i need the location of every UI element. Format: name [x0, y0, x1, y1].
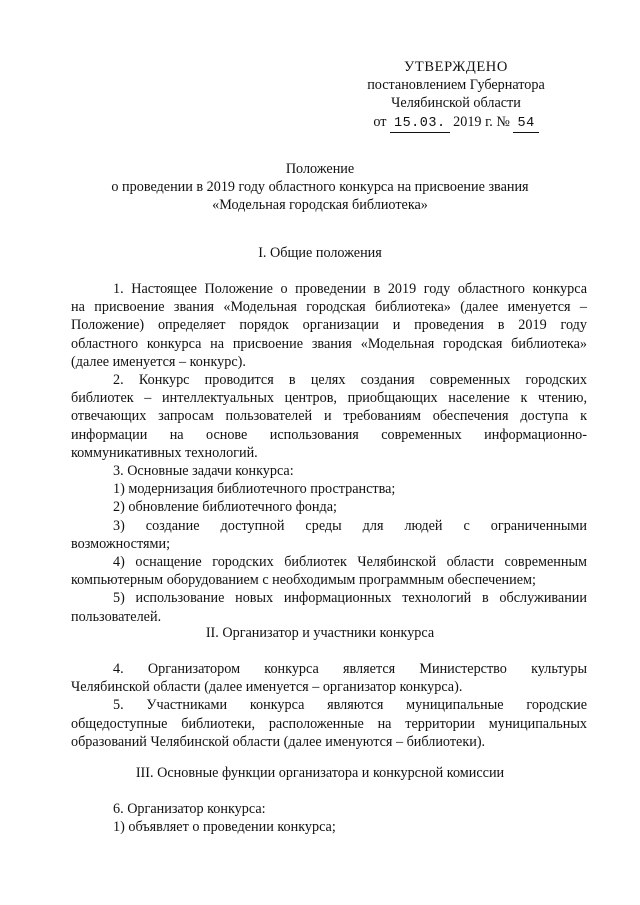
paragraph-2-line: коммуникативных технологий.: [71, 444, 258, 461]
paragraph-6: 6. Организатор конкурса:: [113, 801, 266, 817]
task-item: 5) использование новых информационных технологий в обслуживании: [113, 590, 587, 607]
approval-date-line: [336, 113, 576, 133]
paragraph-3: 3. Основные задачи конкурса:: [113, 463, 294, 480]
paragraph-4-line: 4. Организатором конкурса является Министерство культуры: [113, 661, 587, 677]
task-item: 2) обновление библиотечного фонда;: [113, 499, 337, 516]
approval-region-line: Челябинской области: [391, 95, 521, 112]
year-number-text: 2019 г. №: [453, 113, 510, 130]
decree-number-stamp: 54: [513, 116, 538, 133]
task-item: 4) оснащение городских библиотек Челябинской области современным: [113, 554, 587, 571]
paragraph-1-line: областного конкурса на присвоение звания «Модельная городская библиотека»: [71, 335, 587, 352]
task-item-continuation: пользователей.: [71, 608, 162, 625]
paragraph-2-line: библиотек – интеллектуальных центров, приобщающих население к чтению,: [71, 390, 587, 407]
paragraph-1-line: на присвоение звания «Модельная городская библиотека» (далее именуется –: [71, 299, 587, 316]
task-item-continuation: возможностями;: [71, 535, 171, 552]
title-line-2: о проведении в 2019 году областного конкурса на присвоение звания: [111, 179, 529, 196]
section-2-heading: II. Организатор и участники конкурса: [205, 625, 435, 641]
paragraph-1-line: (далее именуется – конкурс).: [71, 353, 246, 370]
task-item: 1) модернизация библиотечного пространства;: [113, 481, 396, 498]
paragraph-2-line: отвечающих запросам пользователей и требованиям обеспечения доступа к: [71, 408, 587, 425]
section-1-heading: I. Общие положения: [258, 245, 382, 261]
section-1-body: [71, 280, 587, 626]
approval-heading: УТВЕРЖДЕНО: [404, 59, 508, 75]
function-item: 1) объявляет о проведении конкурса;: [113, 819, 336, 836]
title-line-1: Положение: [285, 161, 355, 177]
task-item: 3) создание доступной среды для людей с ограниченными: [113, 517, 587, 534]
paragraph-1-line: 1. Настоящее Положение о проведении в 2019 году областного конкурса: [113, 281, 587, 297]
task-item-continuation: компьютерным оборудованием с необходимым программным обеспечением;: [71, 572, 536, 589]
approval-stamp-block: [336, 58, 576, 133]
paragraph-5-line: образований Челябинской области (далее именуются – библиотеки).: [71, 733, 486, 750]
paragraph-2-line: информации на основе использования современных информационно-: [71, 426, 587, 443]
section-3-body: [71, 800, 587, 836]
paragraph-2-line: 2. Конкурс проводится в целях создания современных городских: [113, 372, 587, 389]
approval-decree-line: постановлением Губернатора: [367, 77, 545, 94]
paragraph-4-line: Челябинской области (далее именуется – организатор конкурса).: [71, 679, 463, 696]
document-title: [64, 160, 576, 215]
title-line-3: «Модельная городская библиотека»: [212, 197, 428, 214]
date-prefix: от: [373, 113, 387, 130]
section-3-heading: III. Основные функции организатора и конкурсной комиссии: [135, 765, 505, 781]
paragraph-5-line: общедоступные библиотеки, расположенные на территории муниципальных: [71, 715, 587, 732]
section-2-body: [71, 660, 587, 751]
paragraph-1-line: Положение) определяет порядок организации и проведения в 2019 году: [71, 317, 587, 334]
paragraph-5-line: 5. Участниками конкурса являются муниципальные городские: [113, 697, 587, 714]
date-stamp: 15.03.: [390, 116, 450, 133]
